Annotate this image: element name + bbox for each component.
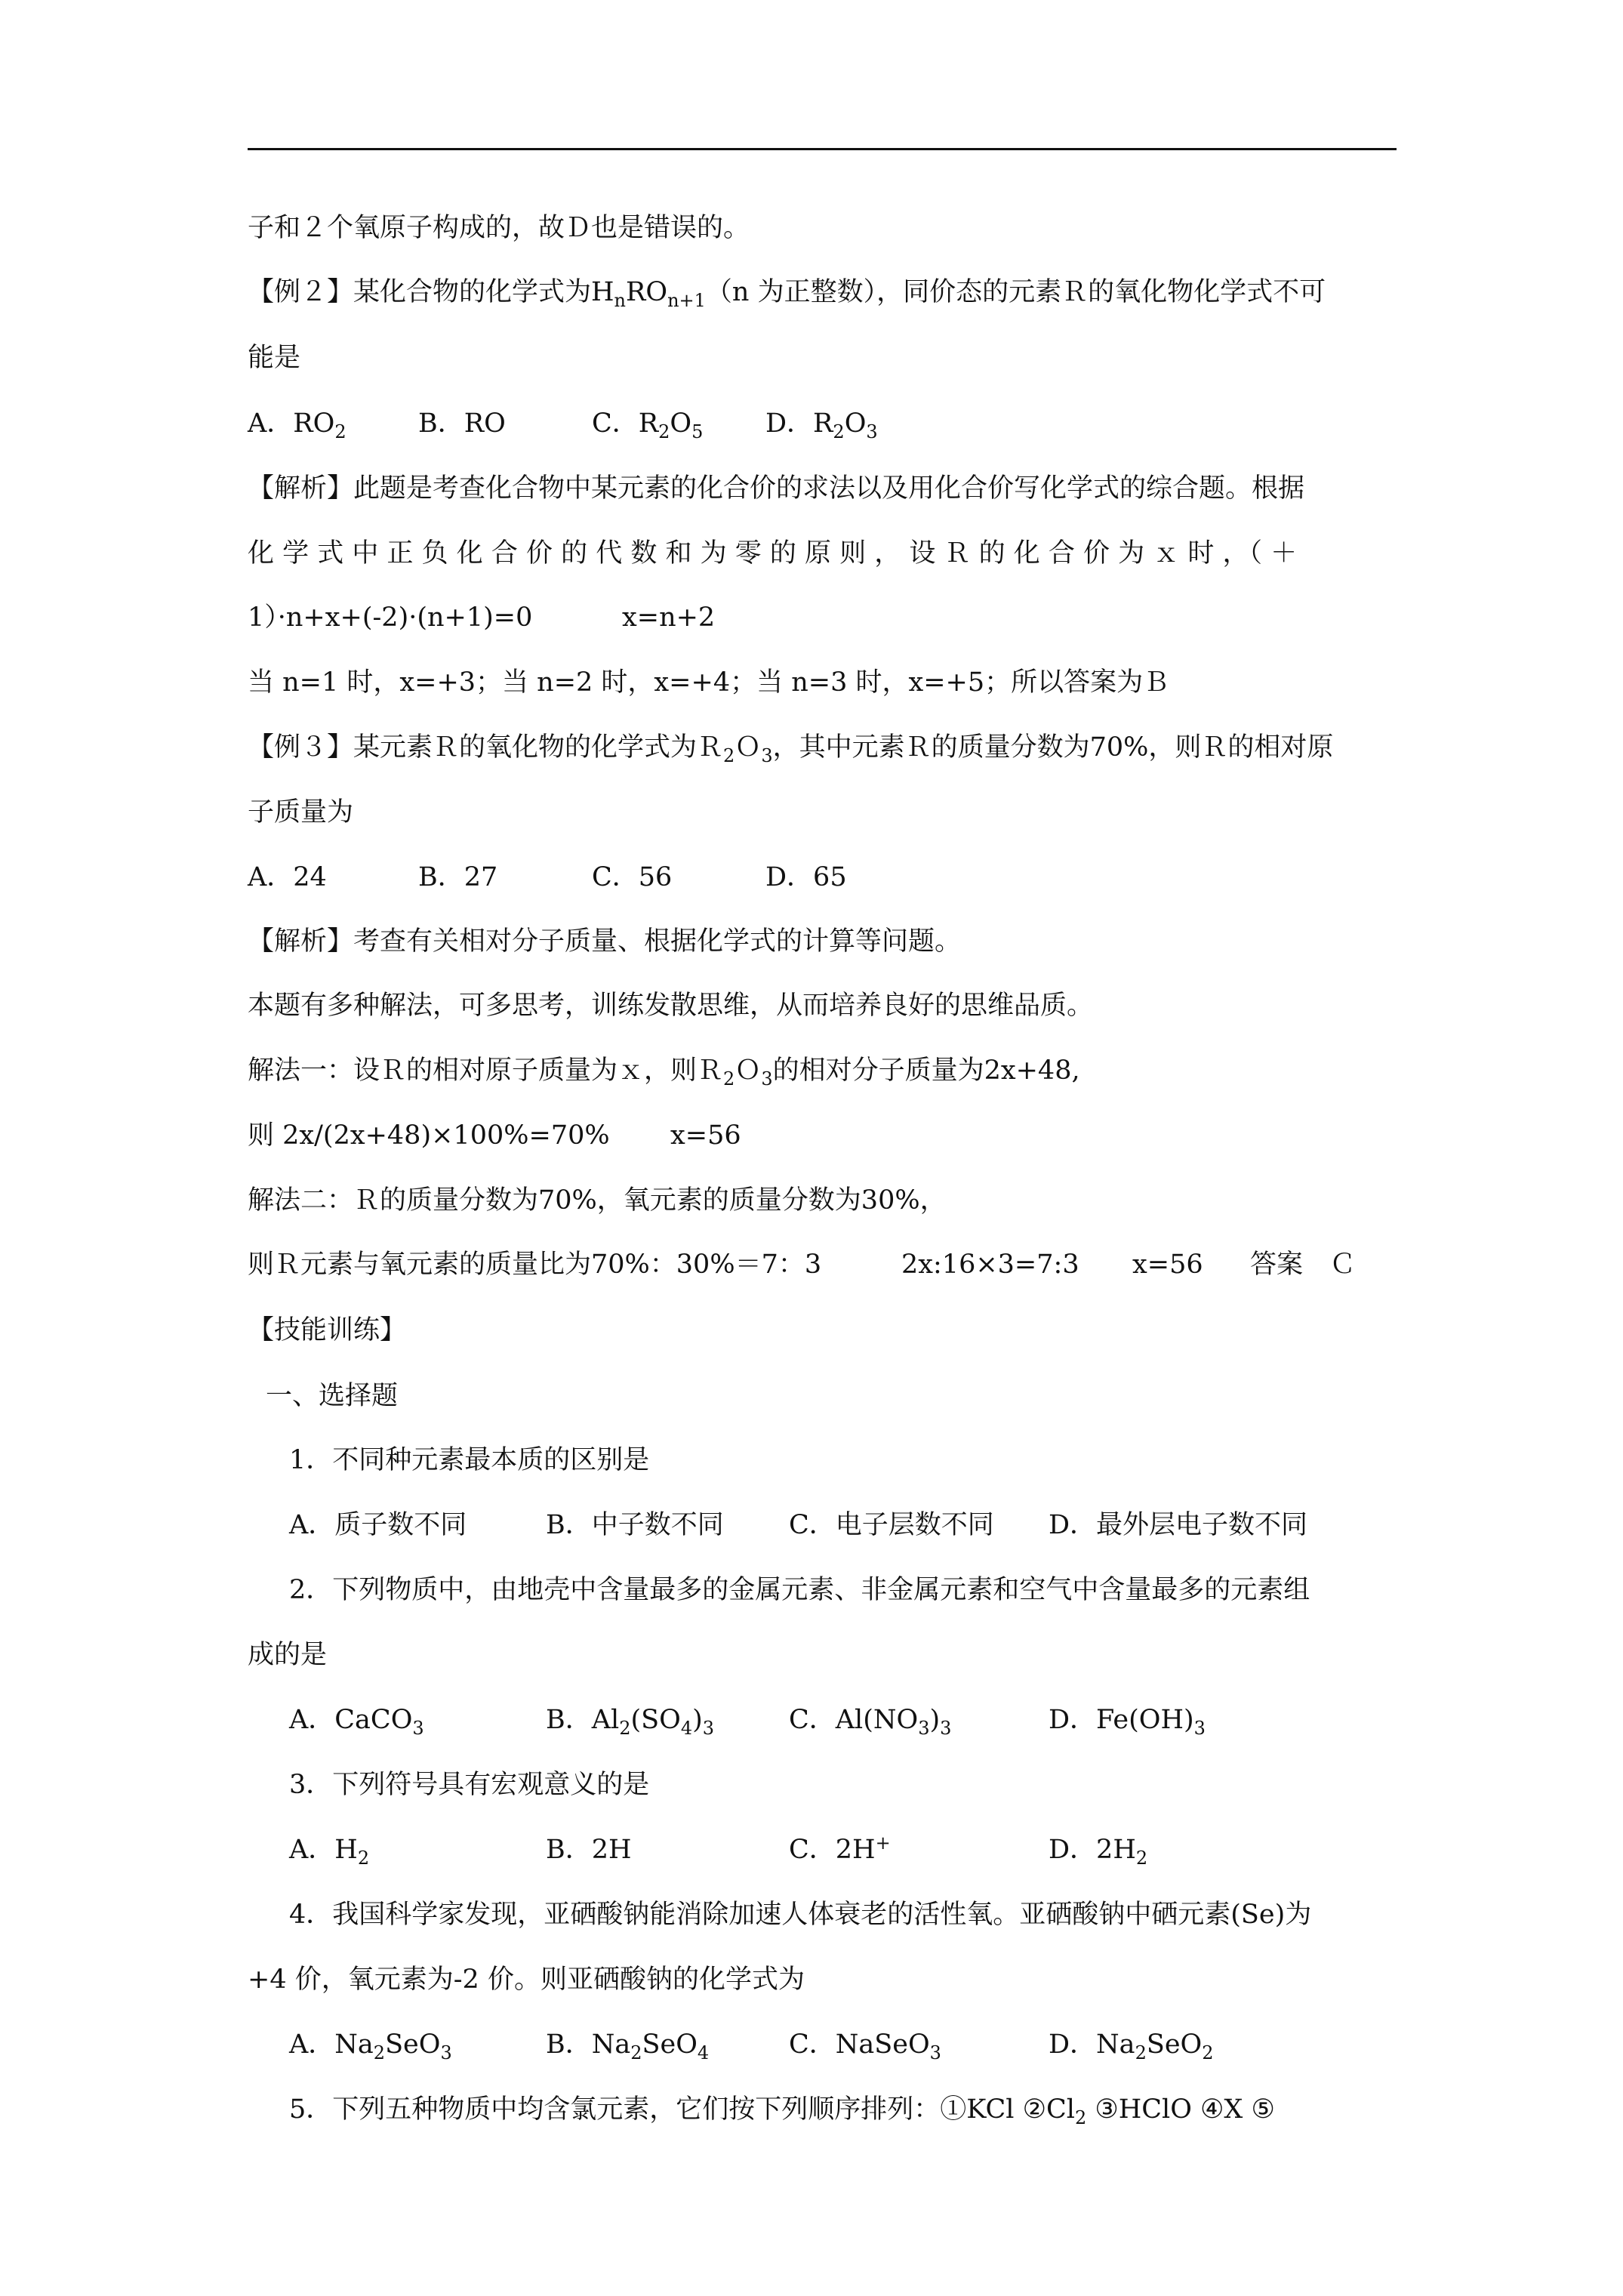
question-4: 4．我国科学家发现，亚硒酸钠能消除加速人体衰老的活性氧。亚硒酸钠中硒元素(Se)为 — [289, 1900, 1312, 1930]
example-3-method-1: 解法一：设Ｒ的相对原子质量为ｘ，则Ｒ$_2$Ｏ$_3$的相对分子质量为2x+48, — [248, 1056, 1080, 1089]
header-rule — [248, 148, 1397, 150]
question-5: 5．下列五种物质中均含氯元素，它们按下列顺序排列：①KCl $②Cl_2$ ③HClO ④X ⑤ — [289, 2094, 1275, 2128]
example-3-question-cont: 子质量为 — [248, 797, 354, 827]
example-2-question-cont: 能是 — [248, 343, 301, 373]
example-3-method-2: 解法二：Ｒ的质量分数为70%，氧元素的质量分数为30%， — [248, 1185, 947, 1216]
question-2: 2．下列物质中，由地壳中含量最多的金属元素、非金属元素和空气中含量最多的元素组 — [289, 1575, 1310, 1605]
question-2-cont: 成的是 — [248, 1640, 328, 1670]
example-2-analysis-2: 化 学 式 中 正 负 化 合 价 的 代 数 和 为 零 的 原 则 ， 设 Ｒ 的 化 合 价 为 ｘ 时 ，（ ＋ — [248, 538, 1298, 569]
option-a: A．$RO_2$ — [248, 408, 346, 442]
intro-tail: 子和２个氧原子构成的，故Ｄ也是错误的。 — [248, 213, 750, 243]
option-d: D．$R_2O_3$ — [765, 408, 878, 442]
training-heading: 【技能训练】 — [248, 1315, 407, 1345]
option-a: A．24 — [248, 862, 327, 892]
example-3-question: 【例３】某元素Ｒ的氧化物的化学式为Ｒ$_2$Ｏ$_3$，其中元素Ｒ的质量分数为70%，则Ｒ的相对原 — [248, 732, 1334, 766]
option-c: C．56 — [592, 862, 673, 892]
example-3-analysis-1: 【解析】考查有关相对分子质量、根据化学式的计算等问题。 — [248, 926, 962, 957]
example-2-analysis-4: 当 n=1 时，x=+3；当 n=2 时，x=+4；当 n=3 时，x=+5；所以答案为Ｂ — [248, 667, 1170, 698]
section-title: 一、选择题 — [266, 1381, 399, 1411]
question-1: 1．不同种元素最本质的区别是 — [289, 1445, 650, 1475]
example-3-analysis-2: 本题有多种解法，可多思考，训练发散思维，从而培养良好的思维品质。 — [248, 991, 1094, 1021]
question-3: 3．下列符号具有宏观意义的是 — [289, 1770, 650, 1800]
option-b: B．RO — [418, 408, 506, 439]
question-4-cont: +4 价，氧元素为-2 价。则亚硒酸钠的化学式为 — [248, 1965, 805, 1995]
option-b: B．27 — [418, 862, 498, 892]
example-2-question: 【例２】某化合物的化学式为$H_nRO_{n+1}(n$ 为正整数），同价态的元素Ｒ的氧化物化学式不可 — [248, 277, 1326, 311]
option-c: C．$R_2O_5$ — [592, 408, 704, 442]
example-2-analysis-1: 【解析】此题是考查化合物中某元素的化合价的求法以及用化合价写化学式的综合题。根据 — [248, 473, 1305, 504]
option-d: D．65 — [765, 862, 847, 892]
